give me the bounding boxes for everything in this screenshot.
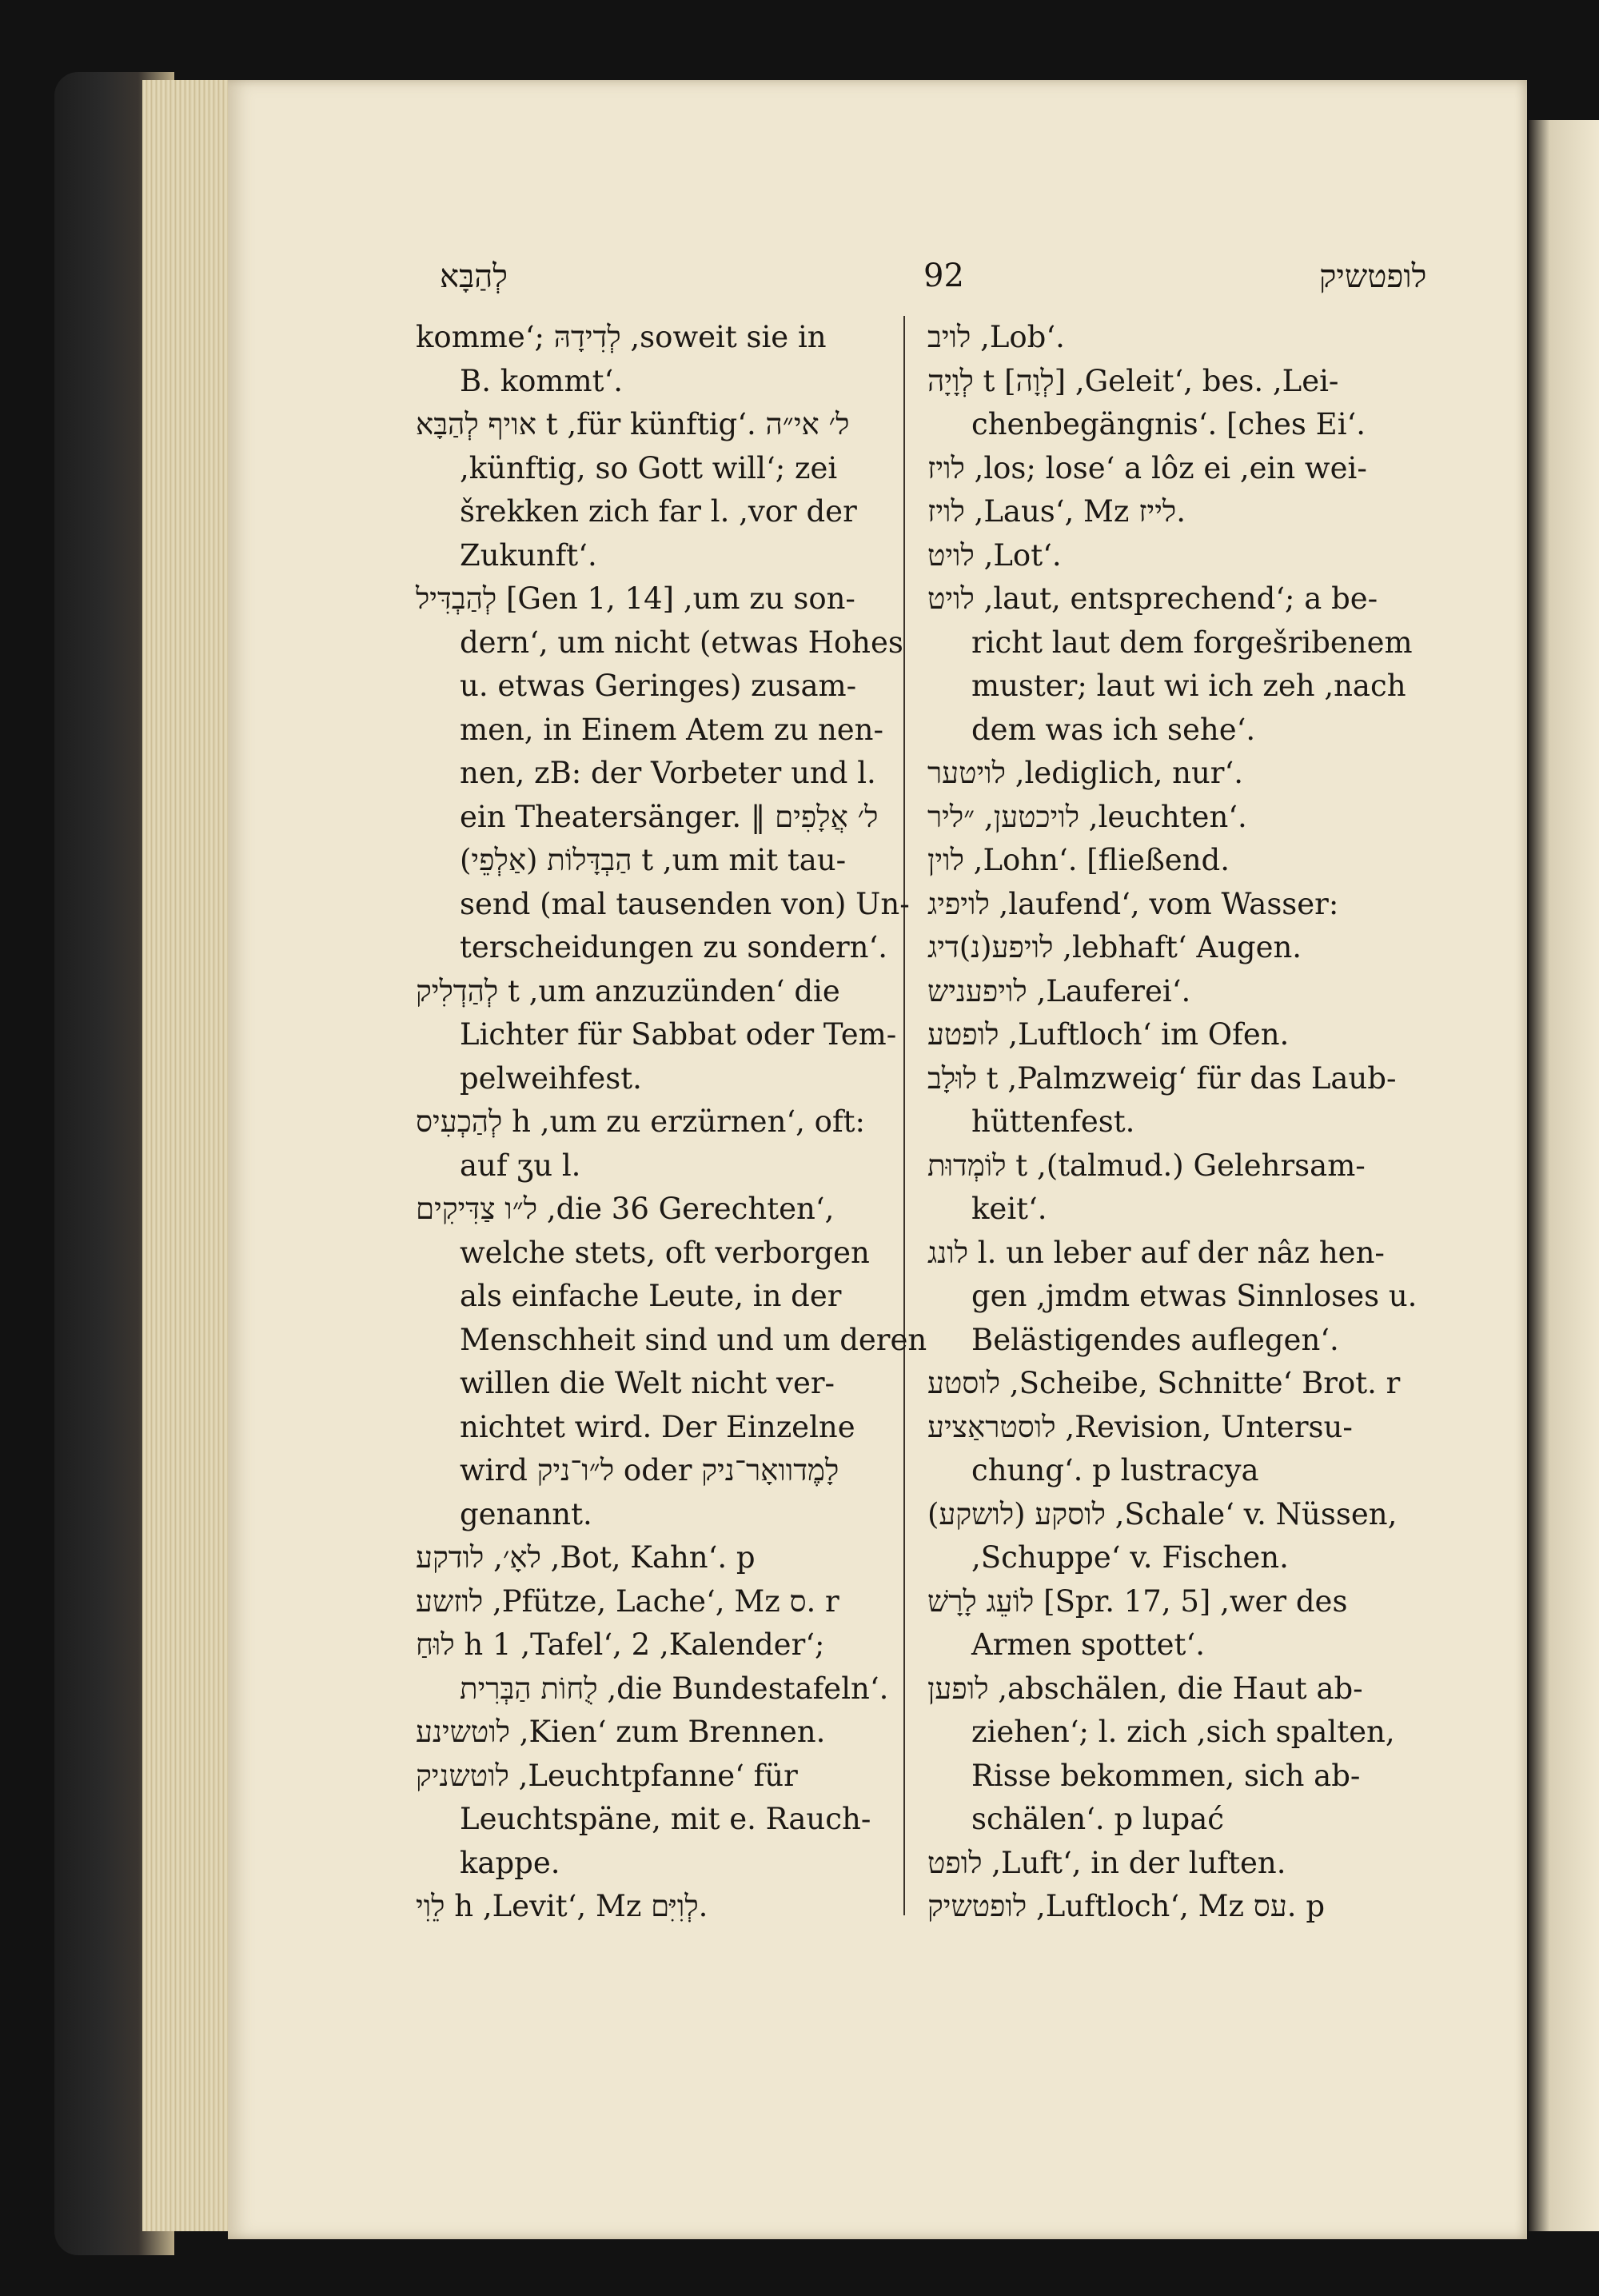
dictionary-entry <box>416 1536 889 1580</box>
entry-line: ein Theatersänger. ‖ ל׳ אֲלָפִים <box>460 799 879 834</box>
dictionary-entry <box>927 796 1427 840</box>
entry-line: לְהַדְלִיק t ,um anzuzünden‘ die <box>416 973 840 1008</box>
header-left-word: לְהַבָּא <box>440 258 508 295</box>
dictionary-entry <box>416 316 889 403</box>
entry-line: לְוָיָה t [לְוָה] ,Geleit‘, bes. ,Lei- <box>927 363 1339 398</box>
entry-line: dern‘, um nicht (etwas Hohes <box>460 625 903 660</box>
entry-line: לופען ,abschälen, die Haut ab- <box>927 1671 1363 1706</box>
dictionary-entry <box>416 1623 889 1711</box>
dictionary-entry <box>927 970 1427 1014</box>
entry-line: לוזשע ,Pfütze, Lache‘, Mz ס. r <box>416 1583 839 1619</box>
entry-line: לויז ,Laus‘, Mz לייז. <box>927 494 1186 529</box>
dictionary-entry <box>416 403 889 577</box>
dictionary-entry <box>927 1667 1427 1842</box>
dictionary-entry <box>927 490 1427 534</box>
entry-line: auf ʒu l. <box>460 1148 581 1183</box>
entry-line: לוֹמְדוּת t ,(talmud.) Gelehrsam- <box>927 1148 1366 1183</box>
entry-line: u. etwas Geringes) zusam- <box>460 669 857 703</box>
entry-line: לויכטען, ״ליר ,leuchten‘. <box>927 799 1247 834</box>
dictionary-entry <box>927 1013 1427 1057</box>
dictionary-entry <box>927 447 1427 491</box>
entry-line: Belästigendes auflegen‘. <box>971 1322 1339 1357</box>
entry-line: לויט ,laut, entsprechend‘; a be- <box>927 581 1378 616</box>
dictionary-entry <box>416 970 897 1101</box>
entry-line: B. kommt‘. <box>460 363 623 398</box>
entry-line: Risse bekommen, sich ab- <box>971 1758 1361 1793</box>
dictionary-entry <box>927 1232 1427 1363</box>
entry-line: terscheidungen zu sondern‘. <box>460 930 888 964</box>
dictionary-entry <box>927 360 1427 447</box>
entry-line: Leuchtspäne, mit e. Rauch- <box>460 1802 871 1836</box>
entry-line: ,künftig, so Gott will‘; zei <box>460 450 838 485</box>
header-right-word: לופטשיק <box>1319 258 1427 295</box>
dictionary-entry <box>927 1406 1427 1493</box>
entry-line: schälen‘. p lupać <box>971 1802 1225 1836</box>
dictionary-entry <box>927 1885 1427 1929</box>
entry-line: als einfache Leute, in der <box>460 1279 842 1313</box>
entry-line: לויז ,los; lose‘ a lôz ei ,ein wei- <box>927 450 1367 485</box>
entry-line: Menschheit sind und um deren <box>460 1322 927 1357</box>
dictionary-entry <box>416 1100 889 1188</box>
dictionary-entry <box>927 1842 1427 1886</box>
dictionary-entry <box>927 883 1427 927</box>
column-divider <box>903 316 905 1915</box>
dictionary-entry <box>416 1188 927 1536</box>
dictionary-entry <box>416 1711 889 1755</box>
entry-line: לונג l. un leber auf der nâz hen- <box>927 1235 1385 1270</box>
entry-line: לְהַבְדִּיל [Gen 1, 14] ,um zu son- <box>416 581 855 616</box>
dictionary-entry <box>927 577 1427 752</box>
entry-line: לוטשינע ,Kien‘ zum Brennen. <box>416 1715 826 1749</box>
entry-line: richt laut dem forgešribenem <box>971 625 1413 660</box>
entry-line: wird ל״ו־ניק oder לָמֶדוואָר־ניק <box>460 1453 839 1487</box>
entry-line: לֻחוֹת הַבְּרִית ,die Bundestafeln‘. <box>460 1671 889 1706</box>
entry-line: nen, zB: der Vorbeter und l. <box>460 756 876 790</box>
entry-line: לוּחַ h 1 ,Tafel‘, 2 ,Kalender‘; <box>416 1627 825 1662</box>
dictionary-entry <box>927 316 1427 360</box>
entry-line: dem was ich sehe‘. <box>971 712 1256 747</box>
entry-line: לויטער ,lediglich, nur‘. <box>927 756 1244 790</box>
entry-line: לויב ,Lob‘. <box>927 320 1065 354</box>
entry-line: komme‘; לְדִידָהּ ,soweit sie in <box>416 320 827 354</box>
dictionary-entry <box>416 1755 889 1886</box>
entry-line: לוֹעֵג לָרָשׁ [Spr. 17, 5] ,wer des <box>927 1583 1348 1619</box>
entry-line: לויפיג ,laufend‘, vom Wasser: <box>927 886 1339 921</box>
entry-line: לופטשיק ,Luftloch‘, Mz עס. p <box>927 1889 1326 1923</box>
entry-line: ,Schuppe‘ v. Fischen. <box>971 1540 1289 1575</box>
facing-page-edge <box>1529 120 1599 2231</box>
entry-line: nichtet wird. Der Einzelne <box>460 1409 855 1444</box>
entry-line: לוּלָב t ,Palmzweig‘ für das Laub- <box>927 1060 1397 1096</box>
entry-line: willen die Welt nicht ver- <box>460 1366 835 1400</box>
page-number: 92 <box>923 258 964 294</box>
dictionary-entry <box>927 534 1427 578</box>
left-column <box>416 316 927 1929</box>
entry-line: לויפעניש ,Lauferei‘. <box>927 973 1191 1008</box>
entry-line: pelweihfest. <box>460 1060 642 1096</box>
entry-line: Lichter für Sabbat oder Tem- <box>460 1017 897 1052</box>
entry-line: לֵוִי h ,Levit‘, Mz לְוִיִּם. <box>416 1889 708 1923</box>
entry-line: gen ,jmdm etwas Sinnloses u. <box>971 1279 1418 1313</box>
dictionary-entry <box>927 1144 1427 1232</box>
entry-line: kappe. <box>460 1845 560 1880</box>
entry-line: לופטע ,Luftloch‘ im Ofen. <box>927 1017 1290 1052</box>
entry-line: keit‘. <box>971 1192 1047 1226</box>
dictionary-entry <box>927 1493 1427 1580</box>
entry-line: לויט ,Lot‘. <box>927 537 1062 573</box>
dictionary-entry <box>416 577 910 970</box>
entry-line: ל״ו צַדִּיקִים ,die 36 Gerechten‘, <box>416 1192 835 1226</box>
entry-line: genannt. <box>460 1496 592 1531</box>
dictionary-entry <box>927 1057 1427 1144</box>
entry-line: muster; laut wi ich zeh ,nach <box>971 669 1406 703</box>
entry-line: לוסטראַציע ,Revision, Untersu- <box>927 1409 1353 1444</box>
entry-line: לאָ׳, לודקע ,Bot, Kahn‘. p <box>416 1540 756 1575</box>
dictionary-entry <box>927 752 1427 796</box>
entry-line: לוין ,Lohn‘. [fließend. <box>927 843 1230 877</box>
entry-line: לופט ,Luft‘, in der luften. <box>927 1845 1286 1880</box>
dictionary-entry <box>416 1885 889 1929</box>
entry-line: chung‘. p lustracya <box>971 1453 1259 1487</box>
entry-line: welche stets, oft verborgen <box>460 1235 870 1270</box>
entry-line: לוסקע (לושקע) ,Schale‘ v. Nüssen, <box>927 1496 1398 1531</box>
dictionary-entry <box>927 839 1427 883</box>
entry-line: הַבְדָּלוֹת (אַלְפֵי) t ,um mit tau- <box>460 843 847 877</box>
entry-line: לוסטע ,Scheibe, Schnitte‘ Brot. r <box>927 1366 1401 1400</box>
dictionary-entry <box>927 1362 1427 1406</box>
entry-line: אויף לְהַבָּא t ,für künftig‘. ל׳ אי״ה <box>416 407 850 441</box>
entry-line: chenbegängnis‘. [ches Ei‘. <box>971 407 1366 441</box>
entry-line: Armen spottet‘. <box>971 1627 1205 1662</box>
dictionary-entry <box>927 926 1427 970</box>
right-column <box>927 316 1427 1929</box>
entry-line: hüttenfest. <box>971 1104 1135 1139</box>
entry-line: Zukunft‘. <box>460 537 597 573</box>
entry-line: send (mal tausenden von) Un- <box>460 886 910 921</box>
entry-line: šrekken zich far l. ,vor der <box>460 494 857 529</box>
entry-line: ziehen‘; l. zich ,sich spalten, <box>971 1715 1395 1749</box>
entry-line: לוטשניק ,Leuchtpfanne‘ für <box>416 1758 798 1793</box>
dictionary-entry <box>416 1580 889 1624</box>
entry-line: לְהַכְעִיס h ,um zu erzürnen‘, oft: <box>416 1104 865 1139</box>
entry-line: men, in Einem Atem zu nen- <box>460 712 883 747</box>
dictionary-entry <box>927 1580 1427 1667</box>
entry-line: לויפע(נ)דיג ,lebhaft‘ Augen. <box>927 930 1302 964</box>
